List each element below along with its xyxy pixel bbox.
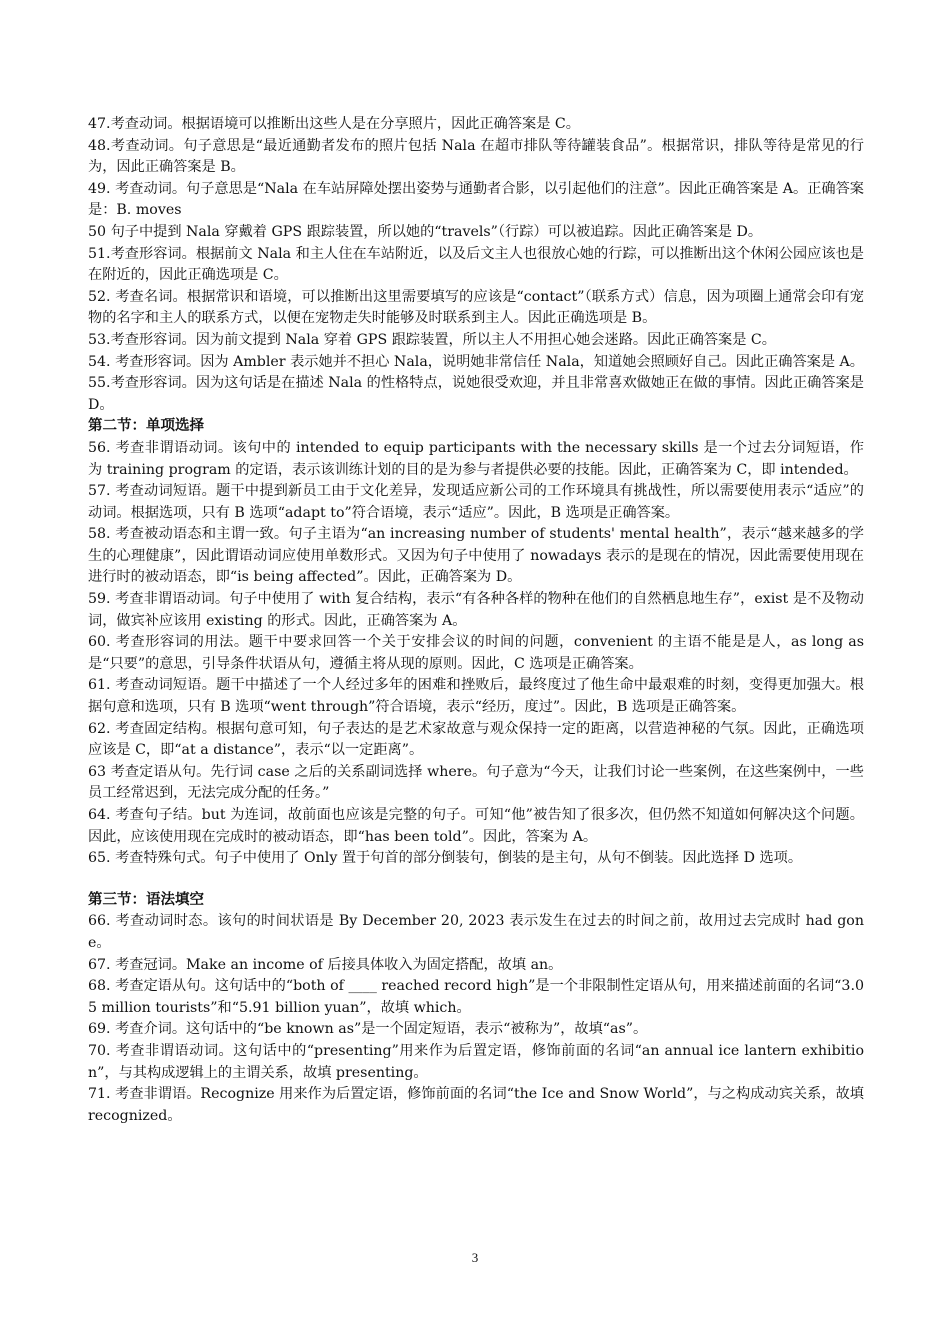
explanation-item: 66. 考查动词时态。该句的时间状语是 By December 20, 2023 表示发生在过去的时间之前，故用过去完成时 had gone。	[88, 913, 864, 951]
explanation-item: 67. 考查冠词。Make an income of 后接具体收入为固定搭配，故填 an。	[88, 956, 563, 973]
explanation-item: 55.考查形容词。因为这句话是在描述 Nala 的性格特点，说她很受欢迎，并且非常喜欢做她正在做的事情。因此正确答案是 D。	[88, 375, 864, 413]
explanation-item: 54. 考查形容词。因为 Ambler 表示她并不担心 Nala，说明她非常信任 Nala，知道她会照顾好自己。因此正确答案是 A。	[88, 353, 864, 370]
explanation-item: 47.考查动词。根据语境可以推断出这些人是在分享照片，因此正确答案是 C。	[88, 116, 580, 132]
explanation-item: 71. 考查非谓语。Recognize 用来作为后置定语，修饰前面的名词“the Ice and Snow World”，与之构成动宾关系，故填 recognized。	[88, 1086, 864, 1124]
explanation-item: 61. 考查动词短语。题干中描述了一个人经过多年的困难和挫败后，最终度过了他生命中最艰难的时刻，变得更加强大。根据句意和选项，只有 B 选项“went through”符合语境，表示“经历，度过”。因此，B 选项是正确答案。	[88, 677, 864, 716]
explanation-item: 53.考查形容词。因为前文提到 Nala 穿着 GPS 跟踪装置，所以主人不用担心她会迷路。因此正确答案是 C。	[88, 331, 776, 348]
explanation-item: 49. 考查动词。句子意思是“Nala 在车站屏障处摆出姿势与通勤者合影，以引起他们的注意”。因此正确答案是 A。正确答案是：B. moves	[88, 180, 864, 219]
section-heading-single-choice: 第二节：单项选择	[88, 418, 204, 435]
page-number: 3	[471, 1250, 479, 1265]
explanation-item: 60. 考查形容词的用法。题干中要求回答一个关于安排会议的时间的问题，convenient 的主语不能是是人，as long as 是“只要”的意思，引导条件状语从句，遵循主将从现的原则。因此，C 选项是正确答案。	[88, 634, 864, 672]
explanation-item: 62. 考查固定结构。根据句意可知，句子表达的是艺术家故意与观众保持一定的距离，以营造神秘的气氛。因此，正确选项应该是 C，即“at a distance”，表示“以一定距离”。	[88, 720, 864, 759]
explanation-item: 63 考查定语从句。先行词 case 之后的关系副词选择 where。句子意为“今天，让我们讨论一些案例，在这些案例中，一些员工经常迟到，无法完成分配的任务。”	[88, 763, 864, 802]
section-heading-grammar-fill: 第三节：语法填空	[88, 891, 204, 908]
explanation-item: 68. 考查定语从句。这句话中的“both of ____ reached record high”是一个非限制性定语从句，用来描述前面的名词“3.05 million tourists”和“5.91 billion yuan”，故填 which。	[88, 978, 864, 1016]
explanation-item: 70. 考查非谓语动词。这句话中的“presenting”用来作为后置定语，修饰前面的名词“an annual ice lantern exhibition”，与其构成逻辑上的主谓关系，故填 presenting。	[88, 1042, 864, 1081]
explanation-item: 48.考查动词。句子意思是“最近通勤者发布的照片包括 Nala 在超市排队等待罐装食品”。根据常识，排队等待是常见的行为，因此正确答案是 B。	[88, 137, 864, 176]
explanation-item: 65. 考查特殊句式。句子中使用了 Only 置于句首的部分倒装句，倒装的是主句，从句不倒装。因此选择 D 选项。	[88, 850, 803, 867]
explanation-item: 50 句子中提到 Nala 穿戴着 GPS 跟踪装置，所以她的“travels”（行踪）可以被追踪。因此正确答案是 D。	[88, 223, 763, 240]
explanation-item: 56. 考查非谓语动词。该句中的 intended to equip participants with the necessary skills 是一个过去分词短语，作为 training program 的定语，表示该训练计划的目的是为参与者提供必要的技能。因此，正确答案为 C，即 intended。	[88, 439, 864, 478]
explanation-item: 58. 考查被动语态和主谓一致。句子主语为“an increasing number of students' mental health”，表示“越来越多的学生的心理健康”，因此谓语动词应使用单数形式。又因为句子中使用了 nowadays 表示的是现在的情况，因此需要使用现在进行时的被动语态，即“is being affected”。因此，正确答案为 D。	[88, 526, 864, 586]
explanation-item: 52. 考查名词。根据常识和语境，可以推断出这里需要填写的应该是“contact”（联系方式）信息，因为项圈上通常会印有宠物的名字和主人的联系方式，以便在宠物走失时能够及时联系到主人。因此正确选项是 B。	[88, 288, 864, 327]
section-spacer	[88, 870, 864, 890]
explanation-item: 59. 考查非谓语动词。句子中使用了 with 复合结构，表示“有各种各样的物种在他们的自然栖息地生存”，exist 是不及物动词，做宾补应该用 existing 的形式。因此，正确答案为 A。	[88, 591, 864, 629]
explanation-item: 51.考查形容词。根据前文 Nala 和主人住在车站附近，以及后文主人也很放心她的行踪，可以推断出这个休闲公园应该也是在附近的，因此正确选项是 C。	[88, 245, 864, 284]
explanation-item: 57. 考查动词短语。题干中提到新员工由于文化差异，发现适应新公司的工作环境具有挑战性，所以需要使用表示“适应”的动词。根据选项，只有 B 选项“adapt to”符合语境，表示“适应”。因此，B 选项是正确答案。	[88, 483, 864, 521]
answer-explanations	[88, 114, 864, 1127]
explanation-item: 64. 考查句子结。but 为连词，故前面也应该是完整的句子。可知“他”被告知了很多次，但仍然不知道如何解决这个问题。因此，应该使用现在完成时的被动语态，即“has been told”。因此，答案为 A。	[88, 807, 864, 845]
explanation-item: 69. 考查介词。这句话中的“be known as”是一个固定短语，表示“被称为”，故填“as”。	[88, 1021, 648, 1038]
